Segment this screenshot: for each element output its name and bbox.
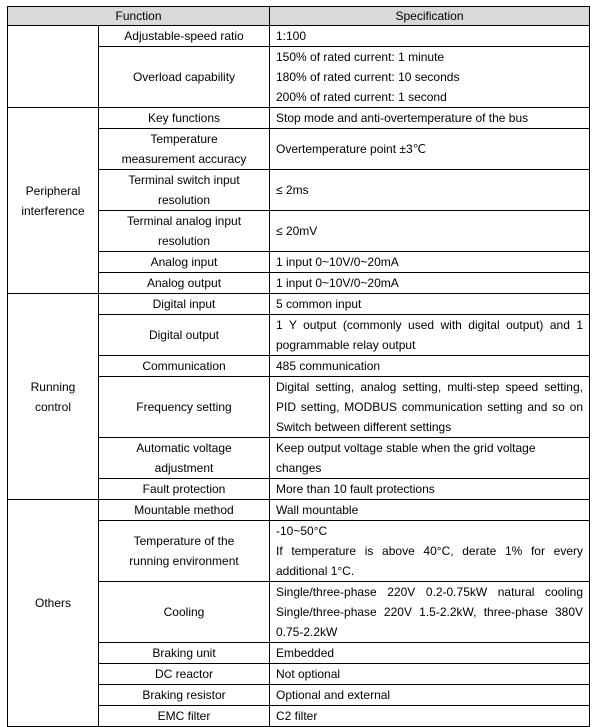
specification-cell xyxy=(270,664,590,685)
group-name-cell xyxy=(8,294,99,500)
specification-line: 5 common input xyxy=(276,297,362,311)
function-label-line: resolution xyxy=(157,234,211,248)
specification-line: Overtemperature point ±3℃ xyxy=(276,142,427,156)
specification-line: 485 communication xyxy=(276,359,381,373)
specification-cell xyxy=(270,129,590,170)
specification-cell xyxy=(270,685,590,706)
group-name-line: Peripheral xyxy=(25,183,81,198)
table-row xyxy=(8,294,590,315)
specification-line: C2 filter xyxy=(276,709,318,723)
table-header-row xyxy=(8,7,590,26)
function-label-line: Temperature xyxy=(150,132,218,146)
specification-line: If temperature is above 40°C, derate 1% for every xyxy=(276,544,583,558)
specification-cell xyxy=(270,315,590,356)
group-name-line: control xyxy=(34,399,72,414)
specification-line: Switch between different settings xyxy=(276,420,452,434)
function-cell xyxy=(99,211,270,252)
group-name-cell xyxy=(8,500,99,727)
function-cell xyxy=(99,706,270,727)
specification-line: 0.75-2.2kW xyxy=(276,625,338,639)
function-label-line: Terminal switch input xyxy=(128,173,240,187)
table-row xyxy=(8,108,590,129)
specification-line: Embedded xyxy=(276,646,335,660)
function-cell xyxy=(99,26,270,47)
specification-cell xyxy=(270,26,590,47)
specification-cell xyxy=(270,252,590,273)
function-cell xyxy=(99,129,270,170)
function-label-line: adjustment xyxy=(154,461,214,475)
specification-line: ≤ 20mV xyxy=(276,224,318,238)
function-cell xyxy=(99,356,270,377)
group-name-line: Others xyxy=(34,596,71,610)
specification-line: More than 10 fault protections xyxy=(276,482,435,496)
function-cell xyxy=(99,273,270,294)
specification-line: Stop mode and anti-overtemperature of the bus xyxy=(276,111,529,125)
specification-line: 180% of rated current: 10 seconds xyxy=(276,70,460,84)
group-name-line: Running xyxy=(30,379,76,394)
function-label-line: Communication xyxy=(142,359,226,373)
function-cell xyxy=(99,664,270,685)
function-label-line: resolution xyxy=(157,193,211,207)
specification-cell xyxy=(270,438,590,479)
specification-cell xyxy=(270,582,590,643)
function-label-line: Braking resistor xyxy=(142,688,226,702)
specification-cell xyxy=(270,479,590,500)
specification-line: pogrammable relay output xyxy=(276,338,416,352)
function-label-line: Cooling xyxy=(163,605,205,619)
specification-line: PID setting, MODBUS communication setting and so on xyxy=(276,400,583,414)
function-cell xyxy=(99,47,270,108)
specification-cell xyxy=(270,108,590,129)
function-cell xyxy=(99,500,270,521)
specification-line: Single/three-phase 220V 0.2-0.75kW natural cooling xyxy=(276,585,583,599)
specification-line: 1 Y output (commonly used with digital output) and 1 xyxy=(276,318,583,332)
specification-cell xyxy=(270,643,590,664)
group-name-line: interference xyxy=(21,203,85,218)
specification-line: Digital setting, analog setting, multi-step speed setting, xyxy=(276,380,583,394)
function-label-line: Fault protection xyxy=(142,482,226,496)
table-row xyxy=(8,500,590,521)
group-name-line xyxy=(14,47,92,67)
specification-line: ≤ 2ms xyxy=(276,183,309,197)
function-cell xyxy=(99,170,270,211)
function-cell xyxy=(99,438,270,479)
function-label-line: Digital input xyxy=(152,297,216,311)
specification-cell xyxy=(270,356,590,377)
function-cell xyxy=(99,294,270,315)
specification-cell xyxy=(270,706,590,727)
function-label-line: Adjustable-speed ratio xyxy=(124,29,244,43)
specification-cell xyxy=(270,521,590,582)
function-label-line: Key functions xyxy=(147,111,221,125)
function-label-line: Analog output xyxy=(146,276,222,290)
specification-cell xyxy=(270,500,590,521)
specification-line: 150% of rated current: 1 minute xyxy=(276,50,445,64)
function-label-line: Overload capability xyxy=(132,70,236,84)
table-body xyxy=(8,26,590,727)
specification-line: 1 input 0~10V/0~20mA xyxy=(276,276,399,290)
specification-cell xyxy=(270,47,590,108)
function-cell xyxy=(99,521,270,582)
specification-line: Wall mountable xyxy=(276,503,359,517)
function-cell xyxy=(99,582,270,643)
function-label-line: Digital output xyxy=(148,328,220,342)
function-label-line: measurement accuracy xyxy=(121,152,247,166)
function-label-line: running environment xyxy=(129,554,239,568)
function-label-line: Mountable method xyxy=(134,503,234,517)
function-label-line: Temperature of the xyxy=(133,534,235,548)
specification-line: 1:100 xyxy=(276,29,307,43)
specification-line: 1 input 0~10V/0~20mA xyxy=(276,255,399,269)
function-cell xyxy=(99,315,270,356)
function-label-line: Automatic voltage xyxy=(136,441,232,455)
function-label-line: Terminal analog input xyxy=(126,214,242,228)
specification-line: 200% of rated current: 1 second xyxy=(276,90,447,104)
table-row xyxy=(8,26,590,47)
header-specification: Specification xyxy=(270,7,590,26)
specification-line: Not optional xyxy=(276,667,341,681)
function-label-line: Analog input xyxy=(150,255,218,269)
specification-cell xyxy=(270,294,590,315)
group-name-line xyxy=(14,613,92,633)
function-label-line: DC reactor xyxy=(154,667,213,681)
function-cell xyxy=(99,479,270,500)
specification-line: Single/three-phase 220V 1.5-2.2kW, three-phase 380V xyxy=(276,605,583,619)
specification-line: Keep output voltage stable when the grid voltage changes xyxy=(276,441,536,475)
function-cell xyxy=(99,252,270,273)
function-cell xyxy=(99,108,270,129)
specification-cell xyxy=(270,377,590,438)
group-name-cell xyxy=(8,108,99,294)
specification-line: -10~50°C xyxy=(276,524,328,538)
specification-cell xyxy=(270,273,590,294)
specification-cell xyxy=(270,211,590,252)
group-name-line xyxy=(14,67,92,87)
function-label-line: Frequency setting xyxy=(136,400,232,414)
function-cell xyxy=(99,643,270,664)
function-label-line: Braking unit xyxy=(152,646,216,660)
group-name-cell xyxy=(8,26,99,108)
header-function: Function xyxy=(8,7,270,26)
specification-line: Optional and external xyxy=(276,688,391,702)
specification-line: additional 1°C. xyxy=(276,564,355,578)
specification-cell xyxy=(270,170,590,211)
function-label-line: EMC filter xyxy=(157,709,211,723)
function-cell xyxy=(99,377,270,438)
specification-table xyxy=(7,6,590,727)
function-cell xyxy=(99,685,270,706)
